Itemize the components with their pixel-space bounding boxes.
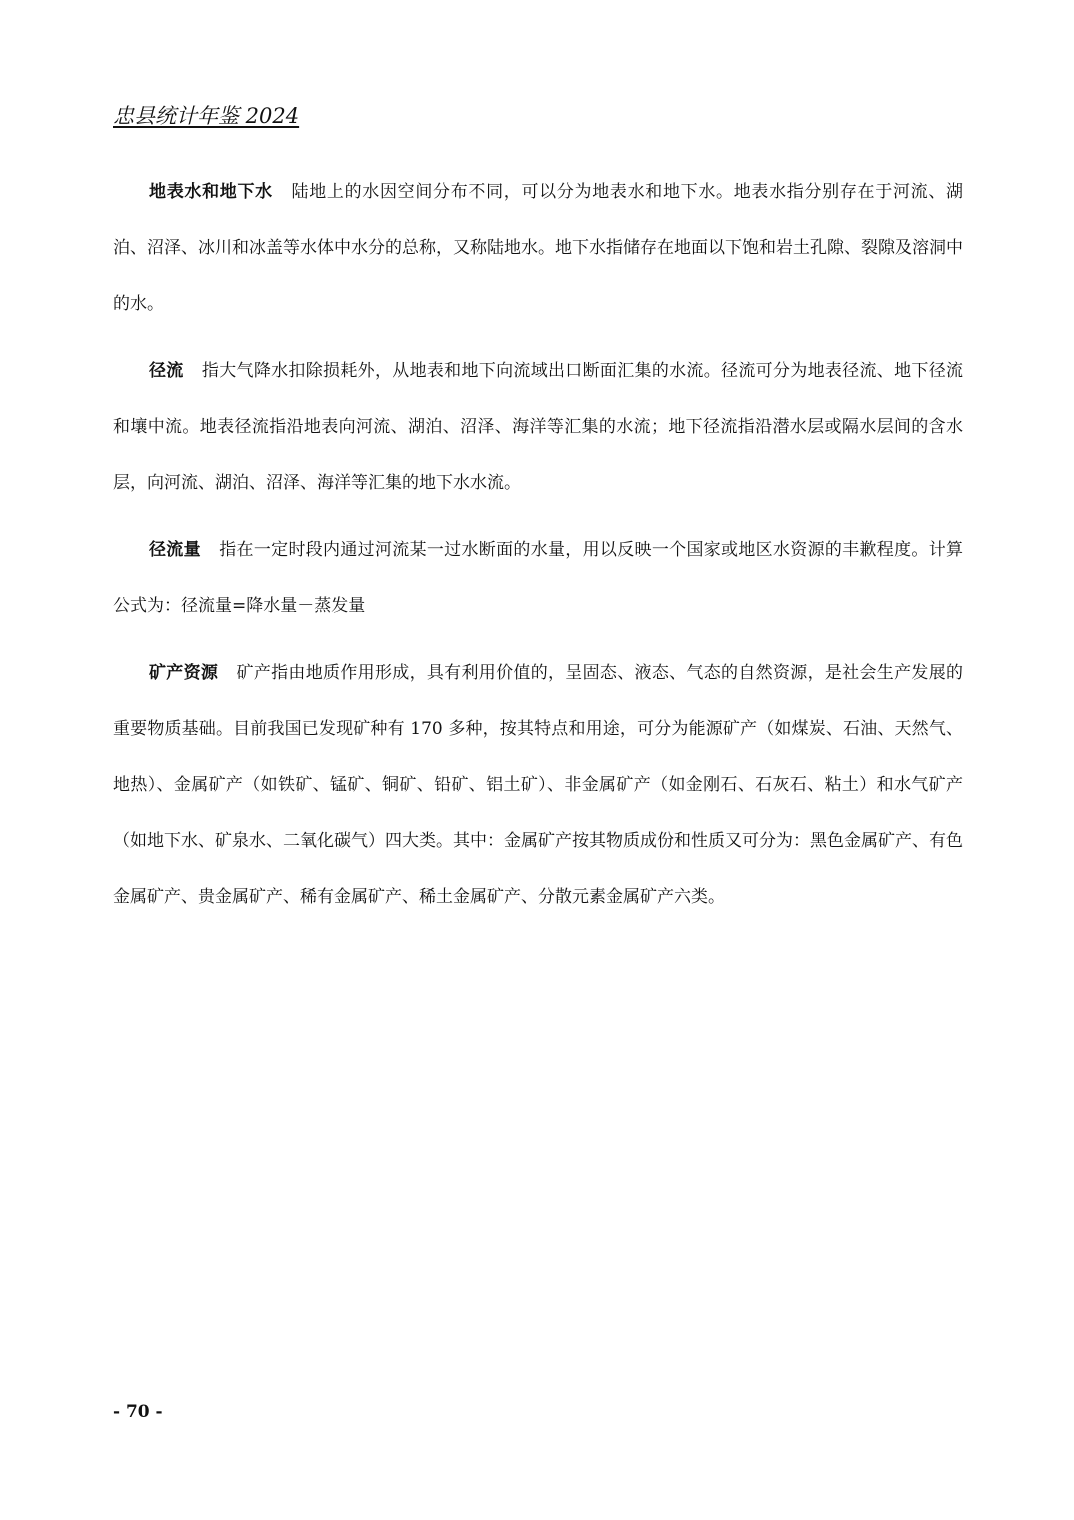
definition-runoff: 指大气降水扣除损耗外，从地表和地下向流域出口断面汇集的水流。径流可分为地表径流、地下径流和壤中流。地表径流指沿地表向河流、湖泊、沼泽、海洋等汇集的水流；地下径流指沿潜水层或隔水层间的含水层，向河流、湖泊、沼泽、海洋等汇集的地下水水流。 bbox=[113, 361, 963, 493]
page-header-title: 忠县统计年鉴 2024 bbox=[113, 104, 300, 128]
definition-mineral-resources: 矿产指由地质作用形成，具有利用价值的，呈固态、液态、气态的自然资源，是社会生产发展的重要物质基础。目前我国已发现矿种有 170 多种，按其特点和用途，可分为能源矿产（如煤炭、石油、天然气、地热）、金属矿产（如铁矿、锰矿、铜矿、铅矿、铝土矿）、非金属矿产（如金刚石、石灰石、粘土）和水气矿产（如地下水、矿泉水、二氧化碳气）四大类。其中：金属矿产按其物质成份和性质又可分为：黑色金属矿产、有色金属矿产、贵金属矿产、稀有金属矿产、稀土金属矿产、分散元素金属矿产六类。 bbox=[113, 663, 963, 907]
term-surface-groundwater: 地表水和地下水 bbox=[149, 182, 273, 202]
term-runoff: 径流 bbox=[149, 361, 184, 381]
document-body bbox=[113, 164, 963, 936]
term-mineral-resources: 矿产资源 bbox=[149, 663, 219, 683]
definition-runoff-volume: 指在一定时段内通过河流某一过水断面的水量，用以反映一个国家或地区水资源的丰歉程度。计算公式为：径流量=降水量－蒸发量 bbox=[113, 540, 964, 616]
term-runoff-volume: 径流量 bbox=[149, 540, 201, 560]
definition-surface-groundwater: 陆地上的水因空间分布不同，可以分为地表水和地下水。地表水指分别存在于河流、湖泊、沼泽、冰川和冰盖等水体中水分的总称，又称陆地水。地下水指储存在地面以下饱和岩土孔隙、裂隙及溶洞中的水。 bbox=[113, 182, 964, 314]
paragraph-runoff-volume bbox=[113, 522, 963, 634]
paragraph-mineral-resources bbox=[113, 645, 963, 925]
page-number: - 70 - bbox=[113, 1402, 163, 1422]
paragraph-surface-groundwater bbox=[113, 164, 963, 332]
paragraph-runoff bbox=[113, 343, 963, 511]
